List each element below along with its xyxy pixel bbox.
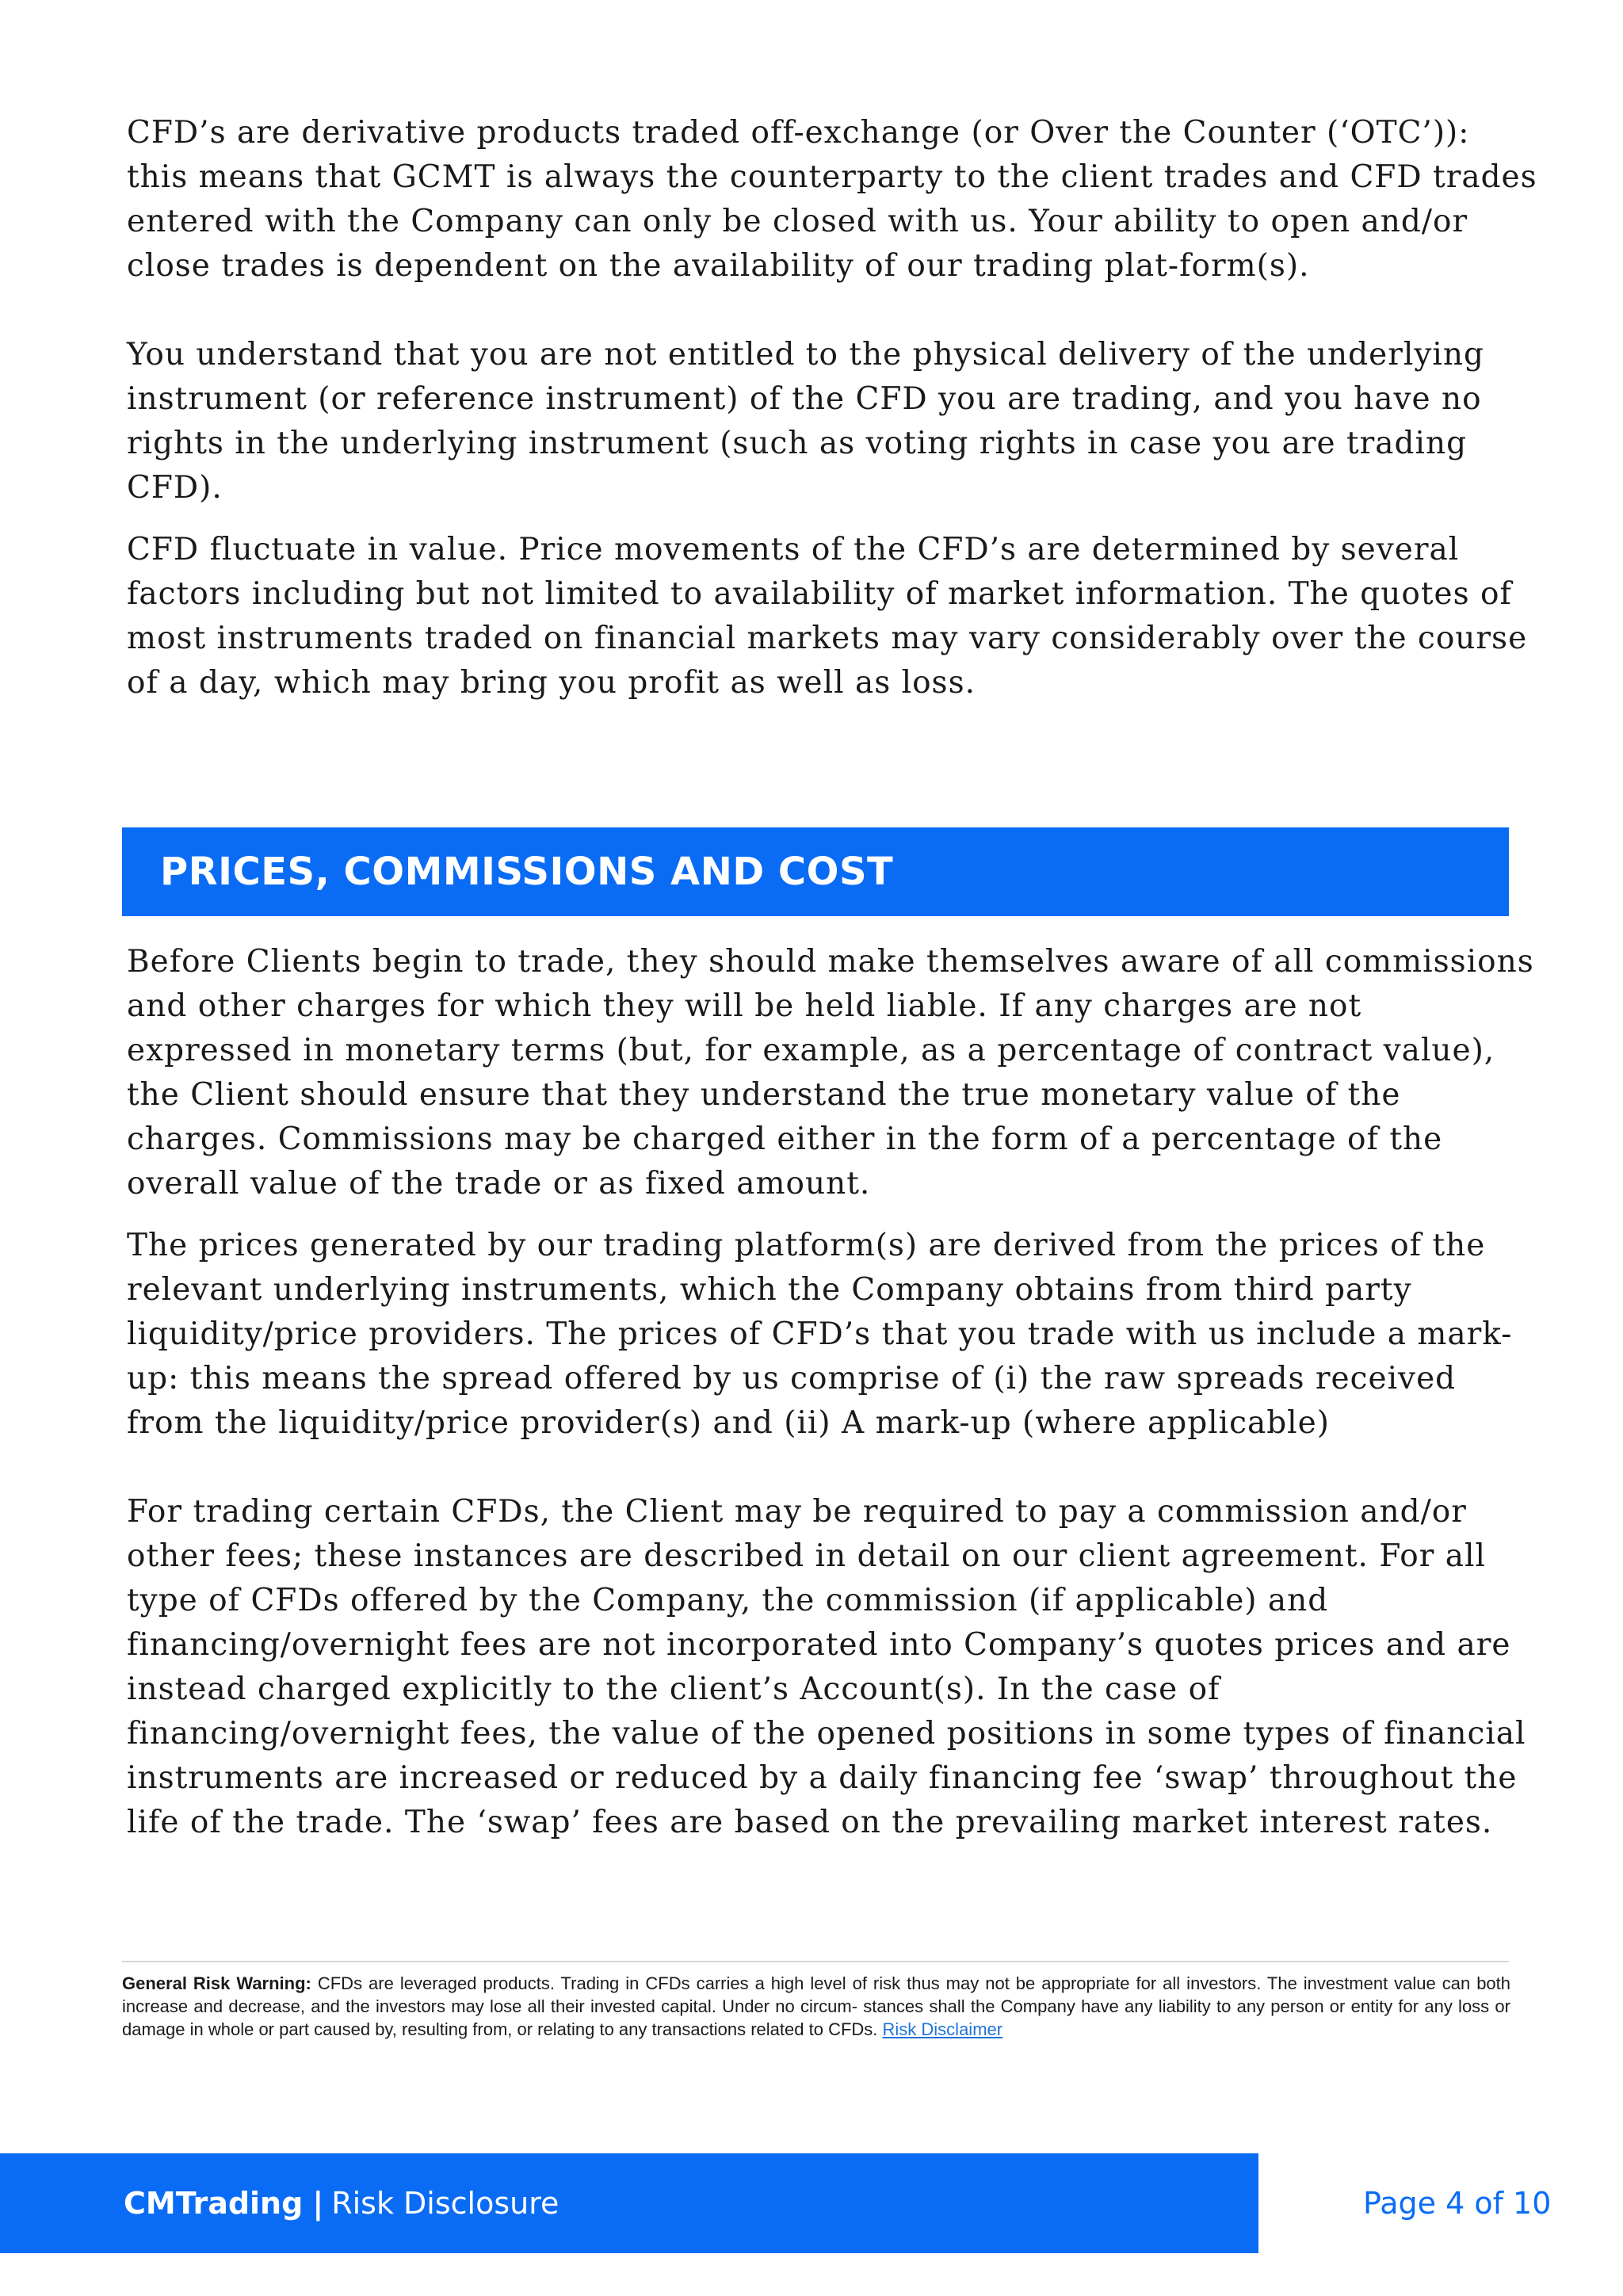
risk-warning-lead: General Risk Warning: — [122, 1973, 311, 1993]
footer-bar — [0, 2153, 1258, 2253]
top-body — [127, 111, 1537, 705]
bottom-body — [127, 940, 1537, 1845]
paragraph-physical-delivery: You understand that you are not entitled to the physical delivery of the underlying instrument (or reference instrument) of the CFD you are trading, and you have no rights in the underlying instrument (such as voting rights in case you are trading CFD). — [127, 337, 1484, 506]
risk-disclaimer-link[interactable]: Risk Disclaimer — [882, 2019, 1003, 2039]
paragraph-fees: For trading certain CFDs, the Client may be required to pay a commission and/or other fees; these instances are described in detail on our client agreement. For all type of CFDs offered by the Company, the commission (if applicable) and financing/overnight fees are not incorporated into Company’s quotes prices and are instead charged explicitly to the client’s Account(s). In the case of financing/overnight fees, the value of the opened positions in some types of financial instruments are increased or reduced by a daily financing fee ‘swap’ throughout the life of the trade. The ‘swap’ fees are based on the prevailing market interest rates. — [127, 1494, 1526, 1840]
divider — [122, 1961, 1509, 1962]
paragraph-prices: The prices generated by our trading platform(s) are derived from the prices of the relevant underlying instruments, which the Company obtains from third party liquidity/price providers. The prices of CFD’s that you trade with us include a mark-up: this means the spread offered by us comprise of (i) the raw spreads received from the liquidity/price provider(s) and (ii) A mark-up (where applicable) — [127, 1228, 1513, 1441]
section-header — [122, 827, 1509, 916]
footer-separator: | — [312, 2186, 324, 2221]
paragraph-fluctuation: CFD fluctuate in value. Price movements of the CFD’s are determined by several factors including but not limited to availability of market information. The quotes of most instruments traded on financial markets may vary considerably over the course of a day, which may bring you profit as well as loss. — [127, 532, 1528, 701]
general-risk-warning — [122, 1972, 1510, 2041]
section-title: PRICES, COMMISSIONS AND COST — [160, 850, 894, 894]
footer-brand: CMTrading — [124, 2186, 304, 2221]
page-number: Page 4 of 10 — [1363, 2186, 1552, 2221]
risk-warning-text: CFDs are leveraged products. Trading in CFDs carries a high level of risk thus may not be appropriate for all investors. The investment value can both increase and decrease, and the investors may lose all their invested capital. Under no circum- stances shall the Company have any liability to any person or entity for any loss or damage in whole or part caused by, resulting from, or relating to any transactions related to CFDs. — [122, 1973, 1511, 2039]
paragraph-commissions: Before Clients begin to trade, they should make themselves aware of all commissions and other charges for which they will be held liable. If any charges are not expressed in monetary terms (but, for example, as a percentage of contract value), the Client should ensure that they understand the true monetary value of the charges. Commissions may be charged either in the form of a percentage of the overall value of the trade or as fixed amount. — [127, 944, 1534, 1201]
footer-document-name: Risk Disclosure — [331, 2186, 559, 2221]
paragraph-otc: CFD’s are derivative products traded off-exchange (or Over the Counter (‘OTC’)): this means that GCMT is always the counterparty to the client trades and CFD trades entered with the Company can only be closed with us. Your ability to open and/or close trades is dependent on the availability of our trading plat-form(s). — [127, 115, 1537, 284]
